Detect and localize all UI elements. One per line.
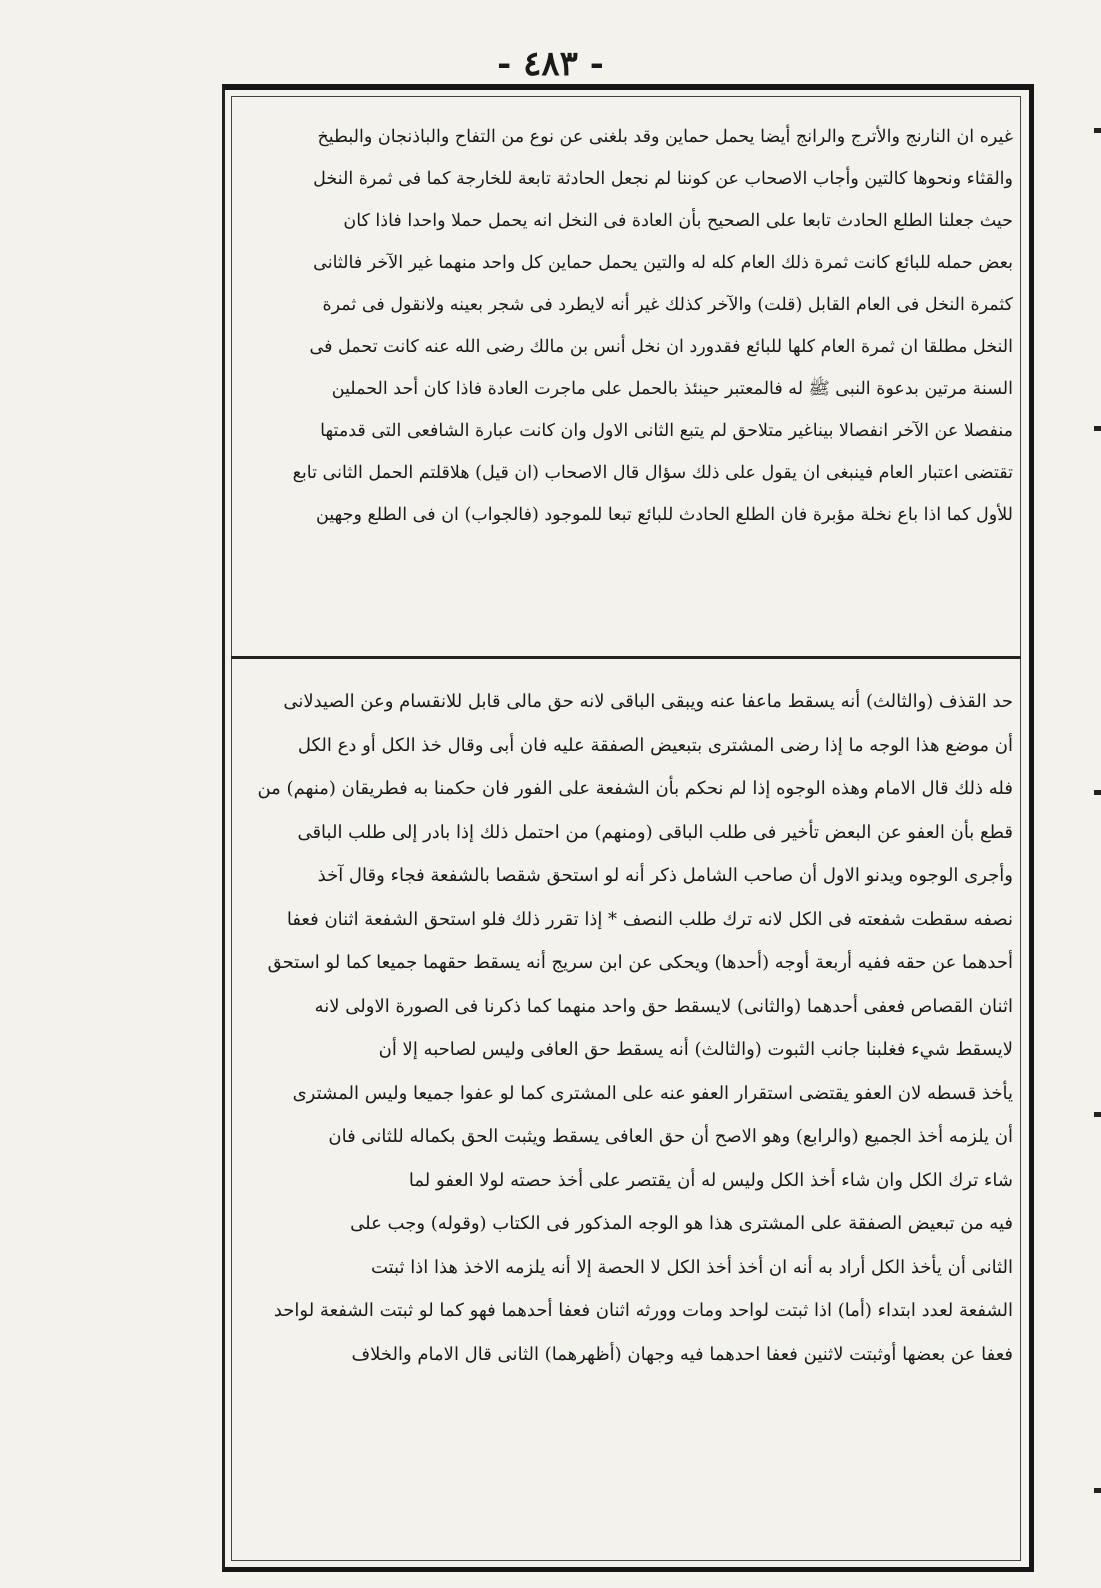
- commentary-line: بعض حمله للبائع كانت ثمرة ذلك العام كله له والتين يحمل حماين كل واحد منهما غير الآخر فالثانى: [313, 253, 1013, 273]
- commentary-line: غيره ان النارنج والأترج والرانج أيضا يحمل حماين وقد بلغنى عن نوع من التفاح والباذنجان والبطيخ: [317, 127, 1013, 147]
- main-text-line: يأخذ قسطه لان العفو يقتضى استقرار العفو عنه على المشترى كما لو عفوا جميعا وليس المشترى: [292, 1082, 1013, 1104]
- commentary-line: والقثاء ونحوها كالتين وأجاب الاصحاب عن كوننا لم نجعل الحادثة تابعة للخارجة كما فى ثمرة النخل: [313, 169, 1013, 189]
- commentary-line: للأول كما اذا باع نخلة مؤبرة فان الطلع الحادث للبائع تبعا للموجود (فالجواب) ان فى الطلع وجهين: [315, 505, 1013, 525]
- main-text-line: نصفه سقطت شفعته فى الكل لانه ترك طلب النصف * إذا تقرر ذلك فلو استحق الشفعة اثنان فعفا: [286, 908, 1013, 930]
- commentary-line: حيث جعلنا الطلع الحادث تابعا على الصحيح بأن العادة فى النخل انه يحمل حملا واحدا فاذا كان: [343, 211, 1013, 231]
- main-text-line: لايسقط شيء فغلبنا جانب الثبوت (والثالث) أنه يسقط حق العافى وليس لصاحبه إلا أن: [378, 1039, 1013, 1060]
- margin-mark: [1094, 426, 1101, 431]
- main-text-line: الشفعة لعدد ابتداء (أما) اذا ثبتت لواحد ومات وورثه اثنان فعفا أحدهما فهو كما لو ثبتت الشفعة لواحد: [273, 1300, 1013, 1321]
- main-text-line: قطع بأن العفو عن البعض تأخير فى طلب الباقى (ومنهم) من احتمل ذلك إذا بادر إلى طلب الباقى: [297, 821, 1013, 843]
- main-text-line: أن يلزمه أخذ الجميع (والرابع) وهو الاصح أن حق العافى يسقط ويثبت الحق بكماله للثانى فان: [328, 1126, 1013, 1147]
- page-frame: [222, 84, 1034, 1572]
- page-number: - ٤٨٣ -: [497, 44, 604, 84]
- main-text-line: فيه من تبعيض الصفقة على المشترى هذا هو الوجه المذكور فى الكتاب (وقوله) وجب على: [350, 1213, 1013, 1234]
- main-text-line: شاء ترك الكل وان شاء أخذ الكل وليس له أن يقتصر على أخذ حصته لولا العفو لما: [408, 1169, 1013, 1191]
- main-text-line: وأجرى الوجوه ويدنو الاول أن صاحب الشامل ذكر أنه لو استحق شقصا بالشفعة فجاء وقال آخذ: [317, 865, 1013, 886]
- main-text-line: فعفا عن بعضها أوثبتت لاثنين فعفا احدهما فيه وجهان (أظهرهما) الثانى قال الامام والخلاف: [351, 1343, 1013, 1365]
- commentary-line: السنة مرتين بدعوة النبى ﷺ له فالمعتبر حينئذ بالحمل على ماجرت العادة فاذا كان أحد الحملين: [331, 379, 1013, 399]
- section-divider: [231, 656, 1021, 659]
- main-text-line: فله ذلك قال الامام وهذه الوجوه إذا لم نحكم بأن الشفعة على الفور فان حكمنا به فطريقان (منهم) من: [257, 778, 1013, 799]
- margin-mark: [1094, 1112, 1101, 1117]
- commentary-line: تقتضى اعتبار العام فينبغى ان يقول على ذلك سؤال قال الاصحاب (ان قيل) هلاقلتم الحمل الثانى تابع: [292, 463, 1013, 483]
- main-text-line: الثانى أن يأخذ الكل أراد به أنه ان أخذ أخذ الكل لا الحصة إلا أنه يلزمه الاخذ هذا اذا ثبتت: [370, 1256, 1013, 1278]
- main-text-line: أحدهما عن حقه ففيه أربعة أوجه (أحدها) ويحكى عن ابن سريج أنه يسقط حقهما جميعا كما لو استحق: [267, 952, 1013, 973]
- main-text-line: أن موضع هذا الوجه ما إذا رضى المشترى بتبعيض الصفقة عليه فان أبى وقال خذ الكل أو دع الكل: [297, 734, 1013, 756]
- margin-mark: [1094, 790, 1101, 795]
- commentary-line: كثمرة النخل فى العام القابل (قلت) والآخر كذلك غير أنه لايطرد فى شجر بعينه ولانقول فى ثمرة: [322, 295, 1013, 315]
- main-text-section: [241, 680, 1013, 1540]
- margin-mark: [1094, 1488, 1101, 1493]
- main-text-line: حد القذف (والثالث) أنه يسقط ماعفا عنه ويبقى الباقى لانه حق مالى قابل للانقسام وعن الصيدلانى: [283, 691, 1013, 712]
- commentary-section: [241, 116, 1013, 656]
- margin-mark: [1094, 128, 1101, 133]
- commentary-line: منفصلا عن الآخر انفصالا بيناغير متلاحق لم يتبع الثانى الاول وان كانت عبارة الشافعى التى قدمتها: [320, 421, 1013, 441]
- commentary-line: النخل مطلقا ان ثمرة العام كلها للبائع فقدورد ان نخل أنس بن مالك رضى الله عنه كانت تحمل فى: [309, 337, 1013, 357]
- main-text-line: اثنان القصاص فعفى أحدهما (والثانى) لايسقط حق واحد منهما كما ذكرنا فى الصورة الاولى لانه: [314, 995, 1013, 1017]
